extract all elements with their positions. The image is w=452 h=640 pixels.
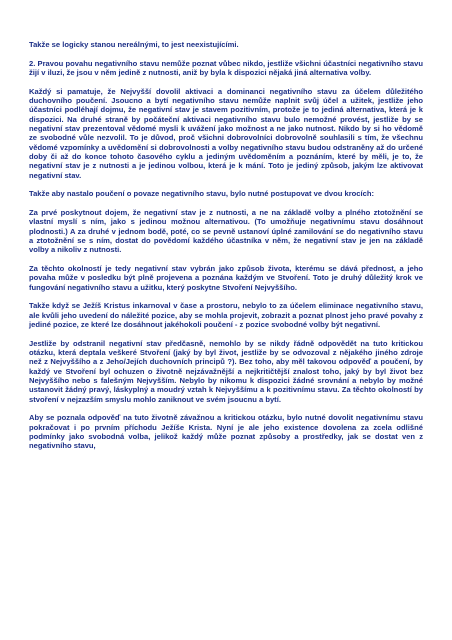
- document-body: [29, 40, 423, 460]
- paragraph-6: Za těchto okolností je tedy negativní stav vybrán jako způsob života, kterému se dává přednost, a jeho povaha může v posledku být plně projevena a poznána každým ve Stvoření. Toto je druhý důležitý krok ve fungování negativního stavu a užitku, který poskytne Stvoření Nejvyššího.: [29, 264, 423, 292]
- paragraph-7: Takže když se Ježíš Kristus inkarnoval v čase a prostoru, nebylo to za účelem eliminace negativního stavu, ale kvůli jeho uvedení do náležité pozice, aby se mohla projevit, zobrazit a poznat plnost jeho pravé povahy z jediné pozice, ze které lze dosáhnout jakéhokoli poučení - z pozice svobodné volby být negativní.: [29, 301, 423, 330]
- paragraph-1: Takže se logicky stanou nereálnými, to jest neexistujícími.: [29, 40, 239, 49]
- paragraph-3: Každý si pamatuje, že Nejvyšší dovolil aktivaci a dominanci negativního stavu za účelem důležitého duchovního poučení. Jsoucno a bytí negativního stavu nemůže naplnit svůj účel a užitek, jestliže jeho účastníci podléhají dojmu, že negativní stav je stavem pozitivním, protože je to jediná alternativa, která je k dispozici. Na druhé straně by počáteční aktivaci negativního stavu bulo nemožné provést, jestliže by se negativní stav prezentoval vědomé mysli k uvážení jako možnost a ne jako nutnost. Nikdo by si ho vědomě ze svobodné vůle nezvolil. To je důvod, proč všichni dobrovolníci dobrovolně souhlasili s tím, že všechnu vědomé vzpomínky a uvědomění si dobrovolnosti a volby negativního stavu budou odstraněny až do určené doby či až do konce tohoto časového cyklu a jediným uvědoměním a poznáním, které by měli, je to, že negativní stav je z nutnosti a je jedinou volbou, která je k mání. Toto je jediný způsob, jakým lze aktivovat negativní stav.: [29, 86, 423, 180]
- paragraph-4: Takže aby nastalo poučení o povaze negativního stavu, bylo nutné postupovat ve dvou krocích:: [29, 189, 375, 199]
- paragraph-2: 2. Pravou povahu negativního stavu nemůže poznat vůbec nikdo, jestliže všichni účastníci negativního stavu žijí v iluzi, že jsou v něm jedině z nutnosti, aniž by byla k dispozici nějaká jiná alternativa volby.: [29, 58, 423, 77]
- paragraph-9: Aby se poznala odpověď na tuto životně závažnou a kritickou otázku, bylo nutné dovolit negativnímu stavu pokračovat i po prvním příchodu Ježíše Krista. Nyní je ale jeho existence dovolena za zcela odlišné podmínky jako svobodná volba, jelikož každý může poznat způsoby a prostředky, jak se dostat ven z negativního stavu,: [29, 413, 423, 451]
- paragraph-5: Za prvé poskytnout dojem, že negativní stav je z nutnosti, a ne na základě volby a plného ztotožnění se vlastní myslí s ním, jako s jedinou možnou alternativou. (To umožňuje negativnímu stavu dosáhnout plodnosti.) A za druhé v jednom bodě, poté, co se pevně ustanoví úplné zamilování se do negativního stavu a ztotožnění se s ním, dostat do povědomí každého účastníka v něm, že negativní stav je jen na základě volby a nikoliv z nutnosti.: [29, 208, 423, 255]
- paragraph-8: Jestliže by odstranil negativní stav předčasně, nemohlo by se nikdy řádně odpovědět na tuto kritickou otázku, která deptala veškeré Stvoření (jaký by byl život, jestliže by se odvozoval z nějakého jiného zdroje než z Nejvyššího a z Jeho/Jejích duchovních principů ?). Bez toho, aby měl takovou odpověď a poučení, by každý ve Stvoření byl ochuzen o životně nejzávažnější a nejkritičtější znalost toho, jaký by byl život bez Nejvyššího nebo s falešným Nejvyšším. Nebylo by nikomu k dispozici žádné srovnání a nebylo by možné ustanovit žádný pravý, láskyplný a moudrý vztah k Nejvyššímu a k pozitivnímu stavu. Za těchto okolností by stvoření v nejzazším smyslu mohlo zaniknout ve svém jsoucnu a bytí.: [29, 338, 423, 404]
